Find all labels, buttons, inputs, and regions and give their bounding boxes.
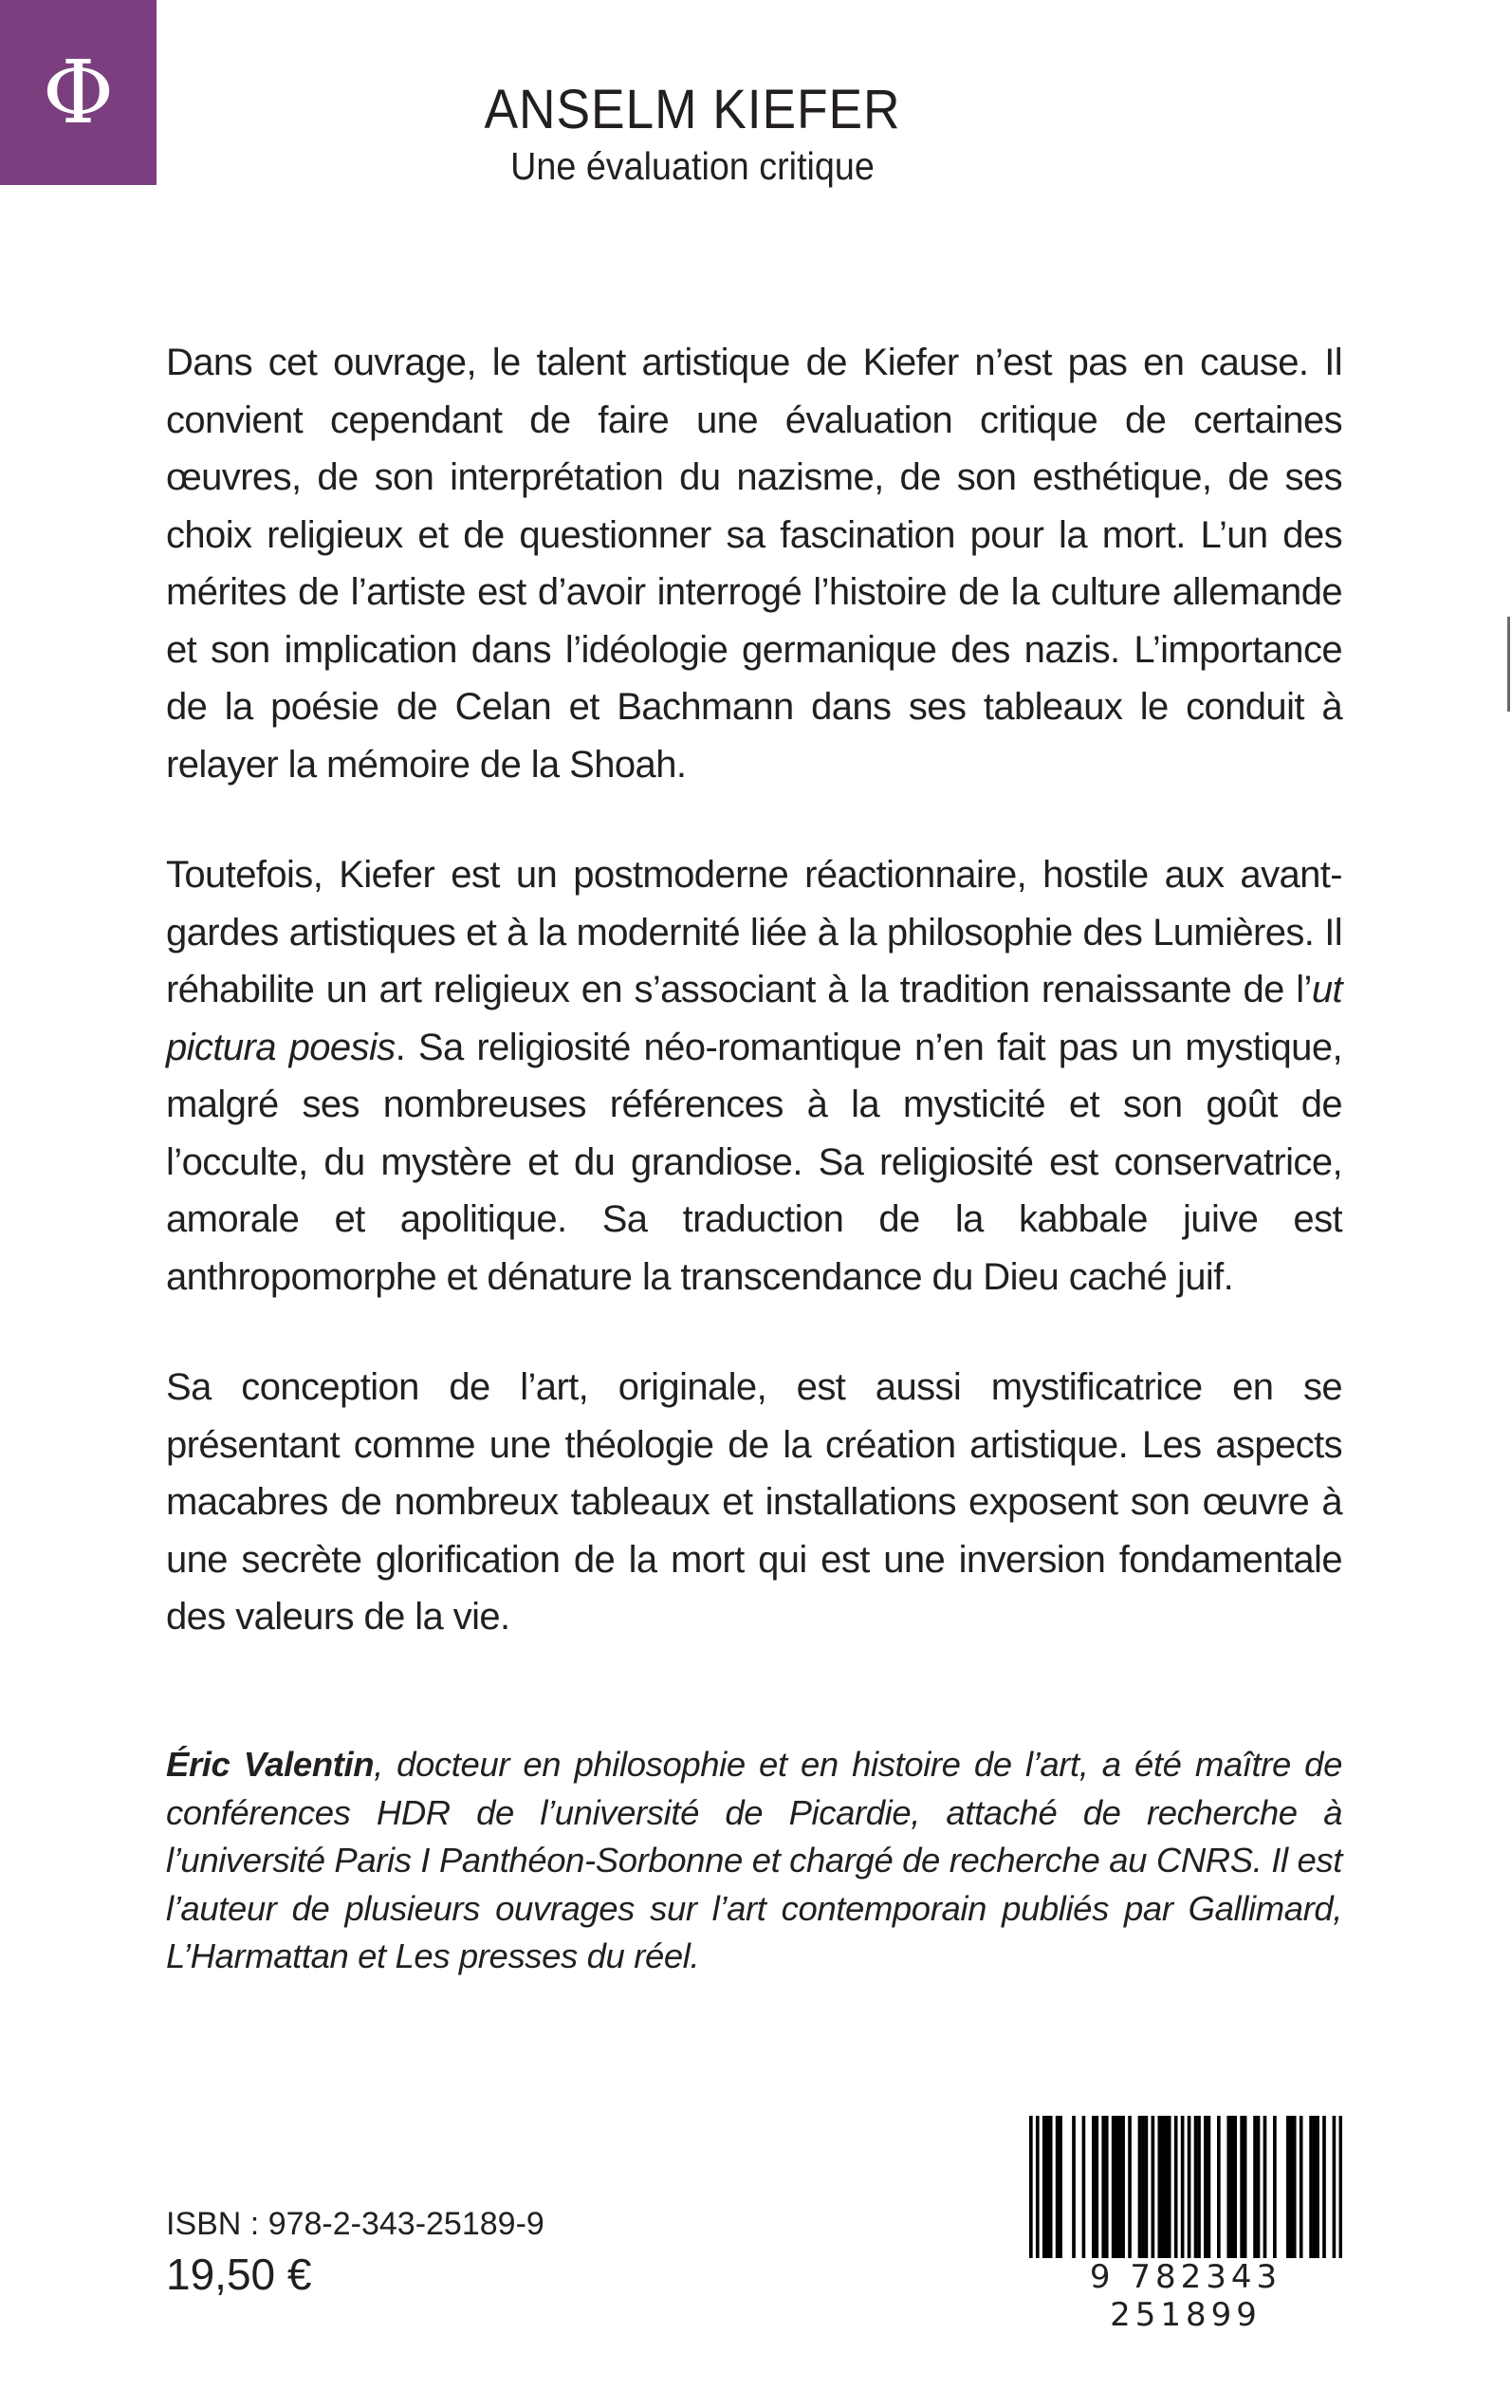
barcode-bar (1138, 2116, 1142, 2258)
barcode-bar (1263, 2116, 1267, 2258)
barcode-bar (1161, 2116, 1165, 2258)
paragraph-2-text-start: Toutefois, Kiefer est un postmoderne réactionnaire, hostile aux avant-gardes artistiques et à la modernité liée à la philosophie des Lumières. Il réhabilite un art religieux en s’associant à la tradition renaissante de l’ (166, 854, 1342, 1010)
barcode-bar (1164, 2116, 1168, 2258)
price-label: 19,50 € (166, 2250, 312, 2299)
barcode-bar (1197, 2116, 1201, 2258)
blurb-paragraph-3: Sa conception de l’art, originale, est aussi mystificatrice en se présentant comme une théologie de la création artistique. Les aspects macabres de nombreux tableaux et installations exposent son œuvre à une secrète glorification de la mort qui est une inversion fondamentale des valeurs de la vie. (166, 1366, 1342, 1638)
back-cover-blurb (166, 334, 1342, 1646)
barcode-bar (1105, 2116, 1109, 2258)
paragraph-2-text-end: . Sa religiosité néo-romantique n’en fait pas un mystique, malgré ses nombreuses références à la mysticité et son goût de l’occulte, du mystère et du grandiose. Sa religiosité est conservatrice, amorale et apolitique. Sa traduction de la kabbale juive est anthropomorphe et dénature la transcendance du Dieu caché juif. (166, 1026, 1342, 1298)
barcode-bar (1253, 2116, 1257, 2258)
barcode-bar (1101, 2116, 1105, 2258)
barcode-bar (1112, 2116, 1116, 2258)
barcode-bar (1226, 2116, 1230, 2258)
barcode (1029, 2116, 1342, 2334)
barcode-bar (1029, 2116, 1033, 2272)
barcode-bar (1056, 2116, 1060, 2258)
barcode-bar (1313, 2116, 1317, 2258)
barcode-bar (1115, 2116, 1118, 2258)
barcode-bar (1293, 2116, 1297, 2258)
barcode-bar (1230, 2116, 1234, 2258)
publisher-logo (0, 0, 157, 185)
barcode-digits: 9 782343 251899 (1029, 2258, 1342, 2334)
barcode-bar (1121, 2116, 1125, 2258)
barcode-bar (1145, 2116, 1149, 2258)
author-bio-text: , docteur en philosophie et en histoire de l’art, a été maître de conférences HDR de l’université de Picardie, attaché de recherche à l’université Paris I Panthéon-Sorbonne et chargé de recherche au CNRS. Il est l’auteur de plusieurs ouvrages sur l’art contemporain publiés par Gallimard, L’Harmattan et Les presses du réel. (166, 1745, 1342, 1975)
isbn-label: ISBN : 978-2-343-25189-9 (166, 2206, 544, 2242)
paragraph-2-italic-phrase: ut pictura poesis (166, 969, 1342, 1068)
spine-edge-mark (1507, 617, 1510, 712)
barcode-bar (1188, 2116, 1191, 2272)
blurb-paragraph-1: Dans cet ouvrage, le talent artistique de Kiefer n’est pas en cause. Il convient cependant de faire une évaluation critique de certaines œuvres, de son interprétation du nazisme, de son esthétique, de ses choix religieux et de questionner sa fascination pour la mort. L’un des mérites de l’artiste est d’avoir interrogé l’histoire de la culture allemande et son implication dans l’idéologie germanique des nazis. L’importance de la poésie de Celan et Bachmann dans ses tableaux le conduit à relayer la mémoire de la Shoah. (166, 342, 1342, 786)
barcode-bar (1095, 2116, 1098, 2258)
barcode-bar (1118, 2116, 1122, 2258)
author-name: Éric Valentin (166, 1745, 375, 1784)
barcode-bar (1036, 2116, 1040, 2272)
barcode-bar (1286, 2116, 1290, 2258)
barcode-bar (1309, 2116, 1313, 2258)
book-title: ANSELM KIEFER (484, 79, 901, 140)
barcode-bar (1300, 2116, 1303, 2258)
barcode-bar (1072, 2116, 1076, 2258)
barcode-bar (1316, 2116, 1319, 2258)
barcode-bar (1042, 2116, 1046, 2258)
barcode-bar (1092, 2116, 1096, 2258)
author-bio (166, 1741, 1342, 1981)
barcode-bars (1029, 2116, 1342, 2272)
barcode-bar (1333, 2116, 1337, 2272)
barcode-bar (1049, 2116, 1053, 2258)
barcode-bar (1339, 2116, 1342, 2272)
barcode-bar (1257, 2116, 1261, 2258)
barcode-bar (1204, 2116, 1208, 2258)
barcode-bar (1082, 2116, 1086, 2258)
barcode-bar (1174, 2116, 1178, 2258)
barcode-bar (1045, 2116, 1049, 2258)
barcode-bar (1233, 2116, 1237, 2258)
barcode-bar (1208, 2116, 1211, 2258)
barcode-bar (1289, 2116, 1293, 2258)
barcode-bar (1244, 2116, 1247, 2258)
barcode-bar (1168, 2116, 1171, 2258)
barcode-bar (1181, 2116, 1185, 2272)
barcode-bar (1157, 2116, 1161, 2258)
barcode-bar (1059, 2116, 1062, 2258)
barcode-bar (1194, 2116, 1198, 2258)
barcode-bar (1128, 2116, 1132, 2258)
barcode-bar (1273, 2116, 1277, 2258)
barcode-bar (1240, 2116, 1244, 2258)
phi-logo-icon: Φ (42, 41, 115, 143)
book-subtitle: Une évaluation critique (510, 144, 875, 188)
barcode-bar (1322, 2116, 1326, 2258)
barcode-bar (1152, 2116, 1155, 2258)
barcode-bar (1217, 2116, 1221, 2258)
blurb-paragraph-2 (166, 846, 1342, 1306)
barcode-bar (1141, 2116, 1145, 2258)
